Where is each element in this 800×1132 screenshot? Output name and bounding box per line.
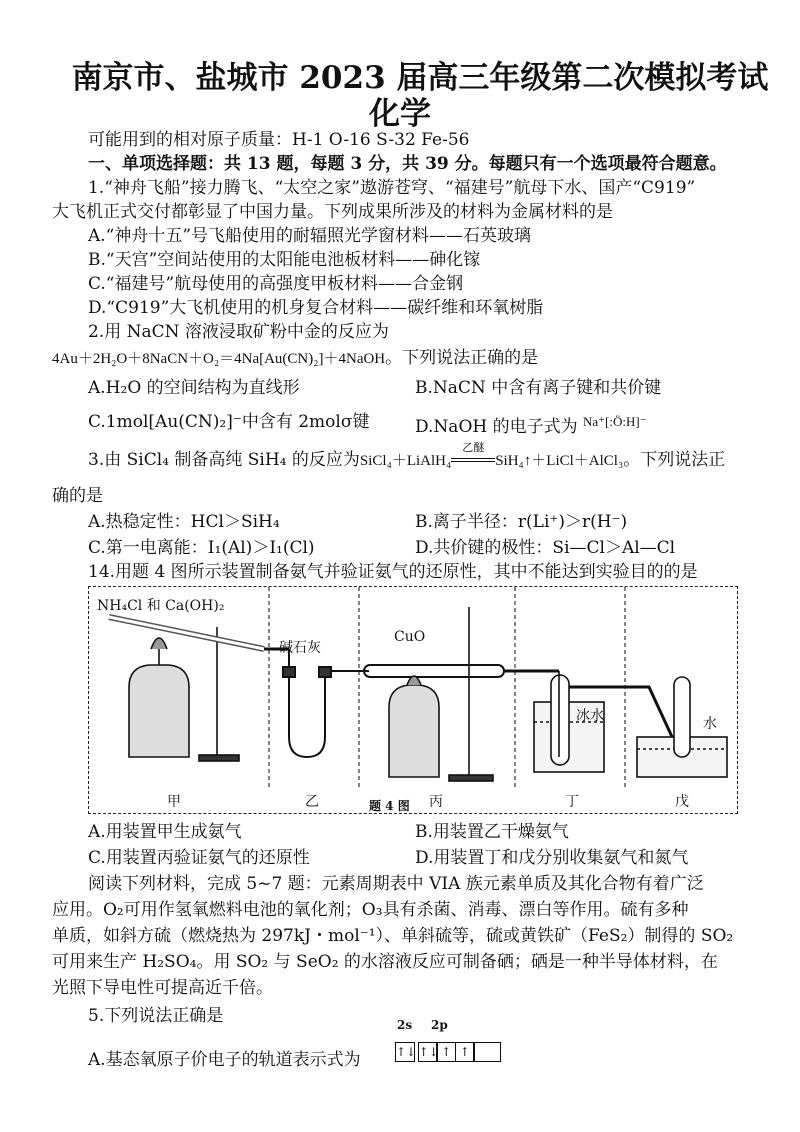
section-heading: 一、单项选择题：共 13 题，每题 3 分，共 39 分。每题只有一个选项最符合题意。 (88, 154, 727, 174)
orbital-box-2p-3: ↑ (455, 1042, 475, 1062)
q5-option-a: A.基态氧原子价电子的轨道表示式为 (88, 1050, 361, 1070)
q1-stem-line2: 大飞机正式交付都彰显了中国力量。下列成果所涉及的材料为金属材料的是 (52, 202, 613, 222)
orbital-2s-label: 2s (397, 1018, 413, 1032)
q5-stem: 5.下列说法正确是 (88, 1006, 224, 1026)
fig-reagent-label: NH₄Cl 和 Ca(OH)₂ (97, 598, 225, 614)
q3-option-d: D.共价键的极性：Si—Cl＞Al—Cl (415, 538, 676, 558)
q2-stem-tail: 。下列说法正确的是 (385, 348, 539, 368)
q3-condition: 乙醚 (462, 441, 485, 454)
q2-option-b: B.NaCN 中含有离子键和共价键 (415, 378, 662, 398)
q3-arrow (451, 441, 495, 462)
orbital-box-empty (473, 1042, 501, 1062)
q1-option-a: A.“神舟十五”号飞船使用的耐辐照光学窗材料——石英玻璃 (88, 226, 532, 246)
q3-stem-line2: 确的是 (52, 486, 103, 506)
q2-option-d (415, 410, 647, 439)
passage-line3: 单质，如斜方硫（燃烧热为 297kJ・mol⁻¹）、单斜硫等，硫或黄铁矿（FeS₂）制得的 SO₂ (52, 926, 734, 946)
q4-option-d: D.用装置丁和戊分别收集氨气和氮气 (415, 848, 689, 868)
q2-electron-formula: Na⁺[:Ö:H]⁻ (583, 414, 647, 429)
apparatus-figure (88, 586, 738, 814)
fig-label-bing: 丙 (429, 794, 443, 810)
fig-caption: 题 4 图 (369, 799, 410, 813)
q1-stem-line1: 1.“神舟飞船”接力腾飞、“太空之家”遨游苍穹、“福建号”航母下水、国产“C919” (88, 178, 696, 198)
apparatus-drawing (89, 587, 737, 813)
orbital-diagram (395, 1018, 500, 1062)
q3-stem-line (88, 441, 726, 473)
q2-option-a: A.H₂O 的空间结构为直线形 (88, 378, 300, 398)
q3-stem-tail: 。下列说法正 (623, 450, 726, 470)
fig-soda-lime-label: 碱石灰 (279, 640, 321, 656)
subject-title: 化学 (369, 96, 431, 132)
passage-line2: 应用。O₂可用作氢氧燃料电池的氧化剂；O₃具有杀菌、消毒、漂白等作用。硫有多种 (52, 900, 689, 920)
fig-ice-water-label: 冰水 (576, 708, 604, 724)
q1-option-d: D.“C919”大飞机使用的机身复合材料——碳纤维和环氧树脂 (88, 298, 544, 318)
fig-label-yi: 乙 (305, 794, 319, 810)
q4-option-c: C.用装置丙验证氨气的还原性 (88, 848, 310, 868)
orbital-box-2p-1: ↑↓ (418, 1042, 438, 1062)
q2-equation-line (52, 346, 538, 371)
q2-option-c: C.1mol[Au(CN)₂]⁻中含有 2molσ键 (88, 412, 370, 432)
q3-stem: 3.由 SiCl₄ 制备高纯 SiH₄ 的反应为 (88, 450, 360, 470)
atomic-masses: 可能用到的相对原子质量：H-1 O-16 S-32 Fe-56 (88, 130, 470, 150)
q3-eq-right: SiH₄↑＋LiCl＋AlCl₃ (495, 453, 624, 469)
fig-label-jia: 甲 (167, 794, 181, 810)
fig-water-label: 水 (703, 716, 717, 732)
q3-option-a: A.热稳定性：HCl＞SiH₄ (88, 512, 280, 532)
q1-option-b: B.“天宫”空间站使用的太阳能电池板材料——砷化镓 (88, 250, 481, 270)
passage-line4: 可用来生产 H₂SO₄。用 SO₂ 与 SeO₂ 的水溶液反应可制备硒；硒是一种半导体材料，在 (52, 952, 718, 972)
q3-option-b: B.离子半径：r(Li⁺)＞r(H⁻) (415, 512, 628, 532)
q4-stem: 14.用题 4 图所示装置制备氨气并验证氨气的还原性，其中不能达到实验目的的是 (88, 562, 698, 582)
passage-line1: 阅读下列材料，完成 5~7 题：元素周期表中 VIA 族元素单质及其化合物有着广泛 (88, 874, 704, 894)
exam-title: 南京市、盐城市 2023 届高三年级第二次模拟考试 (71, 60, 769, 96)
q2-stem: 2.用 NaCN 溶液浸取矿粉中金的反应为 (88, 322, 389, 342)
fig-cuo-label: CuO (394, 629, 426, 645)
q3-eq-left: SiCl₄＋LiAlH₄ (359, 453, 452, 469)
fig-label-ding: 丁 (565, 794, 579, 810)
passage-line5: 光照下导电性可提高近千倍。 (52, 978, 273, 998)
orbital-box-2p-2: ↑ (436, 1042, 456, 1062)
q1-option-c: C.“福建号”航母使用的高强度甲板材料——合金钢 (88, 274, 464, 294)
fig-label-wu: 戊 (675, 794, 689, 810)
q2-equation: 4Au＋2H₂O＋8NaCN＋O₂＝4Na[Au(CN)₂]＋4NaOH (52, 351, 386, 367)
q4-option-a: A.用装置甲生成氨气 (88, 822, 242, 842)
q2-option-d-text: D.NaOH 的电子式为 (415, 417, 578, 437)
orbital-2p-label: 2p (431, 1018, 448, 1032)
q3-option-c: C.第一电离能：I₁(Al)＞I₁(Cl) (88, 538, 315, 558)
q4-option-b: B.用装置乙干燥氨气 (415, 822, 569, 842)
orbital-box-2s: ↑↓ (395, 1042, 415, 1062)
